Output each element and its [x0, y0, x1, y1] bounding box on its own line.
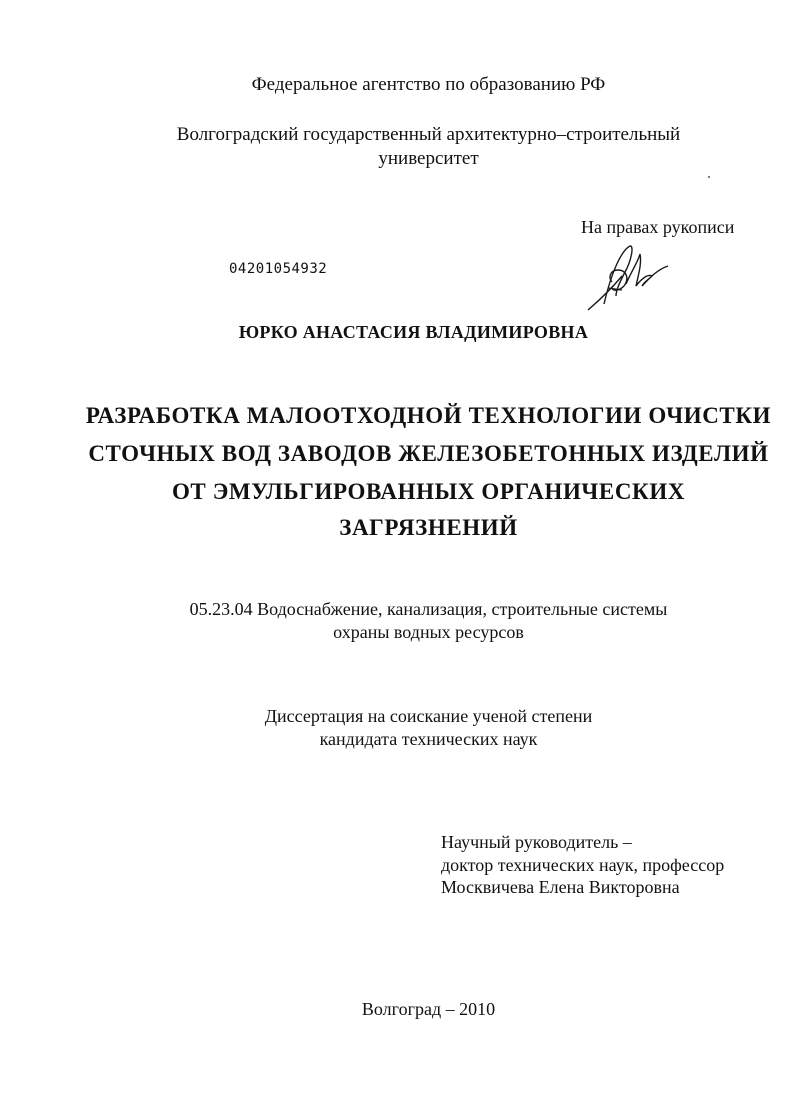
dissertation-title-line-4: ЗАГРЯЗНЕНИЙ [339, 515, 518, 540]
university-name-line-2: университет [378, 148, 479, 169]
dissertation-title-line-3: ОТ ЭМУЛЬГИРОВАННЫХ ОРГАНИЧЕСКИХ [171, 479, 686, 504]
university-name-line-1: Волгоградский государственный архитектурно–строительный [176, 124, 681, 145]
specialty-line-1: 05.23.04 Водоснабжение, канализация, строительные системы [189, 599, 668, 619]
registration-number: 04201054932 [229, 261, 328, 277]
supervisor-label: Научный руководитель – [441, 832, 632, 852]
agency-name: Федеральное агентство по образованию РФ [251, 74, 606, 95]
supervisor-name: Москвичева Елена Викторовна [441, 877, 680, 897]
specialty-line-2: охраны водных ресурсов [333, 622, 524, 642]
degree-line-2: кандидата технических наук [319, 729, 538, 749]
dissertation-title-line-2: СТОЧНЫХ ВОД ЗАВОДОВ ЖЕЛЕЗОБЕТОННЫХ ИЗДЕЛИЙ [88, 441, 769, 466]
degree-line-1: Диссертация на соискание ученой степени [264, 706, 593, 726]
author-name: ЮРКО АНАСТАСИЯ ВЛАДИМИРОВНА [238, 322, 589, 342]
signature-icon [582, 240, 692, 320]
supervisor-degree: доктор технических наук, профессор [441, 855, 725, 875]
city-year: Волгоград – 2010 [361, 999, 496, 1019]
dissertation-title-line-1: РАЗРАБОТКА МАЛООТХОДНОЙ ТЕХНОЛОГИИ ОЧИСТКИ [85, 403, 772, 428]
manuscript-rights-note: На правах рукописи [581, 217, 735, 237]
scan-speck [708, 176, 710, 178]
